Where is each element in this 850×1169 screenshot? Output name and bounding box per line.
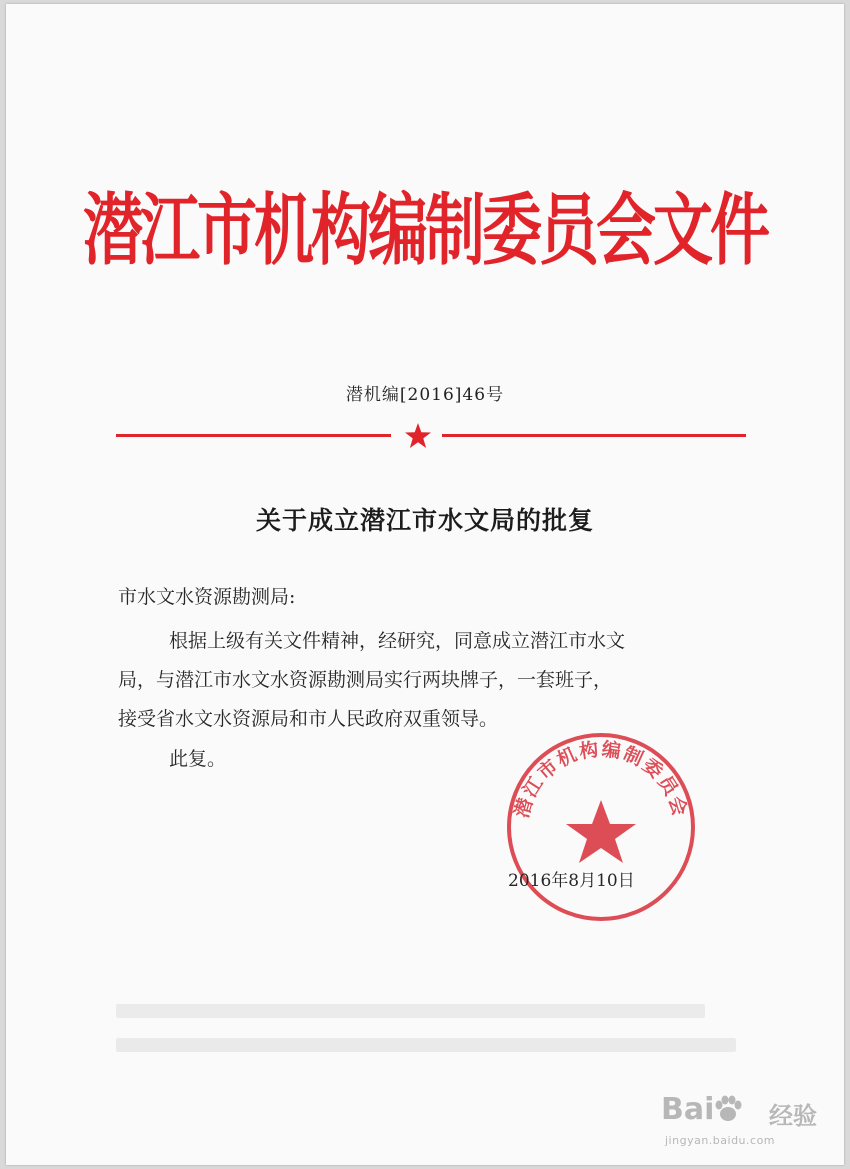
official-seal [496,722,706,932]
watermark-brand: Bai [661,1092,715,1127]
closing-text: 此复。 [169,748,227,770]
star-icon [404,422,432,450]
body-line: 根据上级有关文件精神，经研究，同意成立潜江市水文 [169,630,626,652]
watermark-url: jingyan.baidu.com [665,1134,776,1147]
document-page [6,4,844,1165]
body-line: 局，与潜江市水文水资源勘测局实行两块牌子，一套班子， [118,669,613,691]
seal-star-icon [566,800,636,863]
document-date: 2016年8月10日 [508,871,635,891]
seal-text: 潜江市机构编制委员会 [510,738,692,821]
red-separator [116,422,746,452]
separator-line-right [442,434,746,437]
body-line: 接受省水文水资源局和市人民政府双重领导。 [118,708,499,730]
document-subject: 关于成立潜江市水文局的批复 [255,506,594,535]
separator-line-left [116,434,391,437]
baidu-jingyan-watermark [661,1086,836,1156]
scan-bleed-through [116,1004,736,1084]
issuer-header: 潜江市机构编制委员会文件 [83,185,767,277]
paw-icon [713,1094,743,1124]
addressee: 市水文水资源勘测局: [118,586,296,608]
watermark-jingyan: 经验 [769,1102,817,1130]
document-number: 潜机编[2016]46号 [345,385,505,405]
